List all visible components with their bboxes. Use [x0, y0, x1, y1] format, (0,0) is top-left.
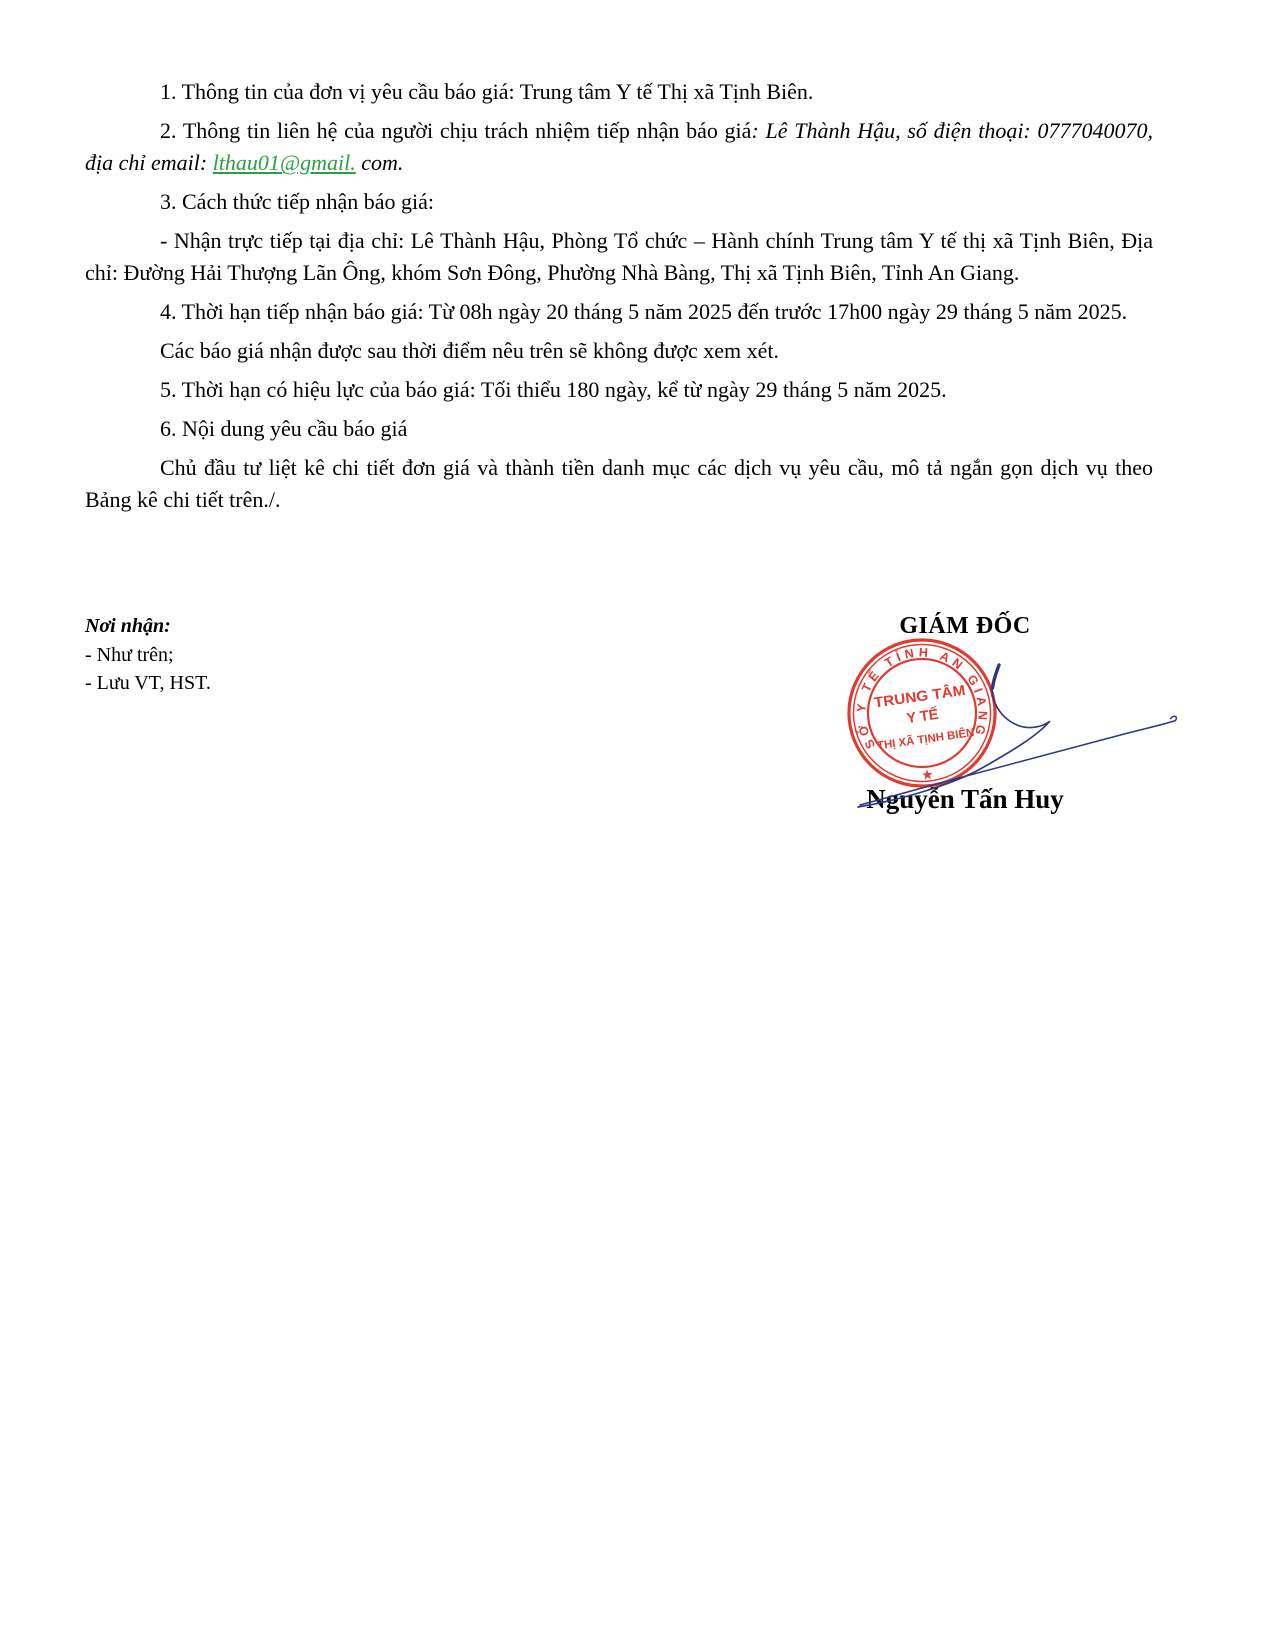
paragraph-unit-info: 1. Thông tin của đơn vị yêu cầu báo giá: Trung tâm Y tế Thị xã Tịnh Biên.: [160, 79, 814, 104]
paragraph-content-heading: 6. Nội dung yêu cầu báo giá: [160, 416, 408, 441]
paragraph-method-heading: 3. Cách thức tiếp nhận báo giá:: [160, 189, 435, 214]
stamp-inner-circle: [863, 654, 980, 771]
signer-name: Nguyễn Tấn Huy: [866, 784, 1064, 814]
paragraph-contact-info: [85, 115, 1153, 179]
paragraph-closing: Chủ đầu tư liệt kê chi tiết đơn giá và thành tiền danh mục các dịch vụ yêu cầu, mô tả ngắn gọn dịch vụ theo Bảng kê chi tiết trên./.: [85, 455, 1153, 512]
stamp-line1: TRUNG TÂM: [873, 683, 962, 712]
svg-text:SỞ Y TẾ TỈNH AN GIANG: [848, 640, 993, 752]
paragraph-validity: 5. Thời hạn có hiệu lực của báo giá: Tối thiểu 180 ngày, kể từ ngày 29 tháng 5 năm 2025.: [160, 377, 947, 402]
email-suffix: com.: [355, 150, 404, 175]
paragraph-late-note: Các báo giá nhận được sau thời điểm nêu trên sẽ không được xem xét.: [160, 338, 779, 363]
recipients-label: Nơi nhận:: [85, 615, 171, 637]
stamp-line2: Y TẾ: [905, 706, 940, 728]
email-link[interactable]: lthau01@gmail.: [212, 150, 356, 175]
recipient-item: - Như trên;: [85, 643, 174, 666]
stamp-star-icon: ★: [921, 767, 934, 783]
stamp-middle-circle: [848, 639, 996, 787]
document-body: [85, 76, 1153, 523]
signer-title: GIÁM ĐỐC: [899, 613, 1031, 639]
contact-text: 2. Thông tin liên hệ của người chịu trách nhiệm tiếp nhận báo giá: [160, 118, 752, 143]
signature-stroke: [993, 665, 1000, 688]
recipients-block: [85, 612, 211, 698]
contact-person: : Lê Thành Hậu, số điện thoại: 0777040070, địa chỉ email:: [85, 118, 1153, 175]
stamp-ring-text: SỞ Y TẾ TỈNH AN GIANG: [854, 645, 990, 751]
paragraph-method-address: - Nhận trực tiếp tại địa chỉ: Lê Thành Hậu, Phòng Tổ chức – Hành chính Trung tâm Y tế thị xã Tịnh Biên, Địa chỉ: Đường Hải Thượng Lãn Ông, khóm Sơn Đông, Phường Nhà Bàng, Thị xã Tịnh Biên, Tỉnh An Giang.: [85, 228, 1153, 285]
paragraph-deadline: 4. Thời hạn tiếp nhận báo giá: Từ 08h ngày 20 tháng 5 năm 2025 đến trước 17h00 ngày 29 tháng 5 năm 2025.: [160, 299, 1128, 324]
recipient-item: - Lưu VT, HST.: [85, 672, 211, 694]
stamp-line3: THỊ XÃ TỊNH BIÊN: [876, 726, 976, 753]
stamp-outer-circle: [843, 634, 1001, 792]
